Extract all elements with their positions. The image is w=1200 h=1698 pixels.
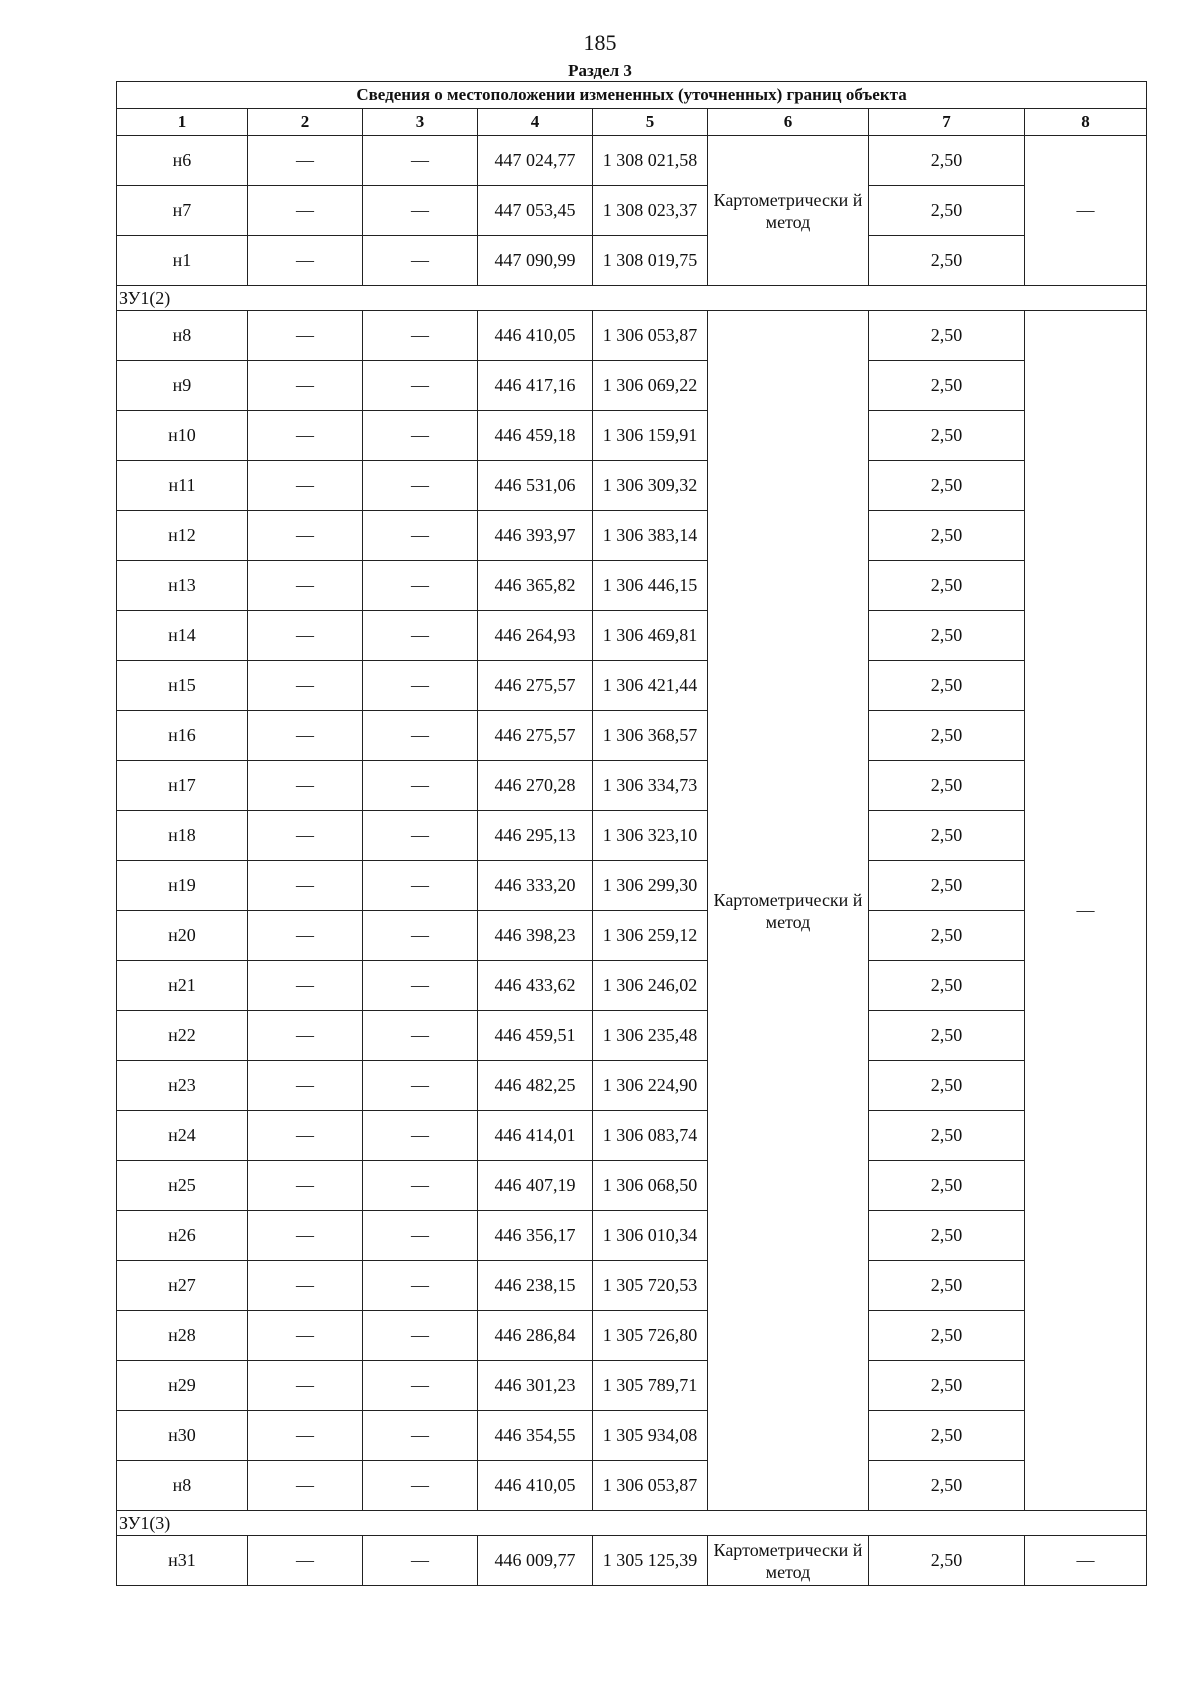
- accuracy-cell: 2,50: [869, 561, 1025, 611]
- x-coordinate-cell: 446 270,28: [478, 761, 593, 811]
- point-name-cell: н1: [117, 236, 248, 286]
- x-coordinate-cell: 446 009,77: [478, 1536, 593, 1586]
- dash-cell: —: [363, 1061, 478, 1111]
- accuracy-cell: 2,50: [869, 811, 1025, 861]
- dash-cell: —: [248, 1311, 363, 1361]
- table-caption-row: [117, 82, 1147, 109]
- x-coordinate-cell: 446 417,16: [478, 361, 593, 411]
- y-coordinate-cell: 1 306 421,44: [593, 661, 708, 711]
- method-cell: Картометрически й метод: [708, 1536, 869, 1586]
- point-name-cell: н15: [117, 661, 248, 711]
- table-row: [117, 911, 1147, 961]
- table-row: [117, 1061, 1147, 1111]
- y-coordinate-cell: 1 306 259,12: [593, 911, 708, 961]
- x-coordinate-cell: 446 398,23: [478, 911, 593, 961]
- accuracy-cell: 2,50: [869, 1011, 1025, 1061]
- dash-cell: —: [363, 611, 478, 661]
- point-name-cell: н11: [117, 461, 248, 511]
- x-coordinate-cell: 446 459,51: [478, 1011, 593, 1061]
- table-row: [117, 311, 1147, 361]
- column-number: 4: [478, 109, 593, 136]
- y-coordinate-cell: 1 306 053,87: [593, 311, 708, 361]
- table-row: [117, 461, 1147, 511]
- group-label: ЗУ1(3): [117, 1511, 1147, 1536]
- point-name-cell: н31: [117, 1536, 248, 1586]
- accuracy-cell: 2,50: [869, 1111, 1025, 1161]
- boundary-coordinates-table: [116, 81, 1147, 1586]
- dash-cell: —: [248, 711, 363, 761]
- accuracy-cell: 2,50: [869, 861, 1025, 911]
- accuracy-cell: 2,50: [869, 1411, 1025, 1461]
- dash-cell: —: [248, 661, 363, 711]
- dash-cell: —: [248, 1361, 363, 1411]
- x-coordinate-cell: 446 482,25: [478, 1061, 593, 1111]
- y-coordinate-cell: 1 308 023,37: [593, 186, 708, 236]
- dash-cell: —: [248, 761, 363, 811]
- table-row: [117, 611, 1147, 661]
- accuracy-cell: 2,50: [869, 361, 1025, 411]
- point-name-cell: н22: [117, 1011, 248, 1061]
- dash-cell: —: [363, 1161, 478, 1211]
- point-name-cell: н7: [117, 186, 248, 236]
- point-name-cell: н29: [117, 1361, 248, 1411]
- y-coordinate-cell: 1 306 069,22: [593, 361, 708, 411]
- y-coordinate-cell: 1 306 334,73: [593, 761, 708, 811]
- group-label: ЗУ1(2): [117, 286, 1147, 311]
- section-title: Раздел 3: [568, 61, 632, 80]
- point-name-cell: н8: [117, 311, 248, 361]
- x-coordinate-cell: 446 407,19: [478, 1161, 593, 1211]
- dash-cell: —: [363, 861, 478, 911]
- point-name-cell: н19: [117, 861, 248, 911]
- dash-cell: —: [363, 711, 478, 761]
- accuracy-cell: 2,50: [869, 1061, 1025, 1111]
- table-row: [117, 1111, 1147, 1161]
- x-coordinate-cell: 446 433,62: [478, 961, 593, 1011]
- dash-cell: —: [363, 1211, 478, 1261]
- method-cell: Картометрически й метод: [708, 311, 869, 1511]
- column-number: 6: [708, 109, 869, 136]
- dash-cell: —: [363, 811, 478, 861]
- point-name-cell: н14: [117, 611, 248, 661]
- dash-cell: —: [248, 611, 363, 661]
- y-coordinate-cell: 1 308 021,58: [593, 136, 708, 186]
- dash-cell: —: [363, 661, 478, 711]
- point-name-cell: н18: [117, 811, 248, 861]
- x-coordinate-cell: 446 393,97: [478, 511, 593, 561]
- table-row: [117, 236, 1147, 286]
- dash-cell: —: [248, 911, 363, 961]
- column-number: 8: [1025, 109, 1147, 136]
- y-coordinate-cell: 1 306 235,48: [593, 1011, 708, 1061]
- point-name-cell: н26: [117, 1211, 248, 1261]
- table-row: [117, 761, 1147, 811]
- y-coordinate-cell: 1 306 309,32: [593, 461, 708, 511]
- dash-cell: —: [248, 1161, 363, 1211]
- y-coordinate-cell: 1 306 383,14: [593, 511, 708, 561]
- table-row: [117, 561, 1147, 611]
- column-number: 3: [363, 109, 478, 136]
- dash-cell: —: [363, 236, 478, 286]
- dash-cell: —: [363, 961, 478, 1011]
- group-row: [117, 1511, 1147, 1536]
- point-name-cell: н16: [117, 711, 248, 761]
- table-row: [117, 1536, 1147, 1586]
- x-coordinate-cell: 447 053,45: [478, 186, 593, 236]
- accuracy-cell: 2,50: [869, 1361, 1025, 1411]
- table-row: [117, 1261, 1147, 1311]
- table-caption: Сведения о местоположении измененных (уточненных) границ объекта: [117, 82, 1147, 109]
- point-name-cell: н6: [117, 136, 248, 186]
- dash-cell: —: [363, 1411, 478, 1461]
- dash-cell: —: [363, 186, 478, 236]
- dash-cell: —: [248, 561, 363, 611]
- dash-cell: —: [363, 461, 478, 511]
- dash-cell: —: [363, 1461, 478, 1511]
- dash-cell: —: [248, 311, 363, 361]
- accuracy-cell: 2,50: [869, 961, 1025, 1011]
- y-coordinate-cell: 1 306 299,30: [593, 861, 708, 911]
- page-number: 185: [583, 30, 617, 55]
- y-coordinate-cell: 1 306 053,87: [593, 1461, 708, 1511]
- accuracy-cell: 2,50: [869, 186, 1025, 236]
- dash-cell: —: [363, 311, 478, 361]
- y-coordinate-cell: 1 306 159,91: [593, 411, 708, 461]
- dash-cell: —: [248, 811, 363, 861]
- x-coordinate-cell: 446 301,23: [478, 1361, 593, 1411]
- group-row: [117, 286, 1147, 311]
- column-number: 7: [869, 109, 1025, 136]
- x-coordinate-cell: 446 286,84: [478, 1311, 593, 1361]
- x-coordinate-cell: 446 238,15: [478, 1261, 593, 1311]
- dash-cell: —: [363, 411, 478, 461]
- point-name-cell: н12: [117, 511, 248, 561]
- dash-cell: —: [1025, 1536, 1147, 1586]
- dash-cell: —: [248, 136, 363, 186]
- dash-cell: —: [248, 511, 363, 561]
- accuracy-cell: 2,50: [869, 1536, 1025, 1586]
- x-coordinate-cell: 447 090,99: [478, 236, 593, 286]
- table-row: [117, 1461, 1147, 1511]
- table-row: [117, 361, 1147, 411]
- y-coordinate-cell: 1 306 224,90: [593, 1061, 708, 1111]
- y-coordinate-cell: 1 306 368,57: [593, 711, 708, 761]
- x-coordinate-cell: 446 264,93: [478, 611, 593, 661]
- table-row: [117, 961, 1147, 1011]
- table-row: [117, 1211, 1147, 1261]
- dash-cell: —: [363, 511, 478, 561]
- x-coordinate-cell: 446 459,18: [478, 411, 593, 461]
- table-row: [117, 1311, 1147, 1361]
- accuracy-cell: 2,50: [869, 1161, 1025, 1211]
- point-name-cell: н27: [117, 1261, 248, 1311]
- dash-cell: —: [363, 761, 478, 811]
- accuracy-cell: 2,50: [869, 711, 1025, 761]
- table-row: [117, 711, 1147, 761]
- x-coordinate-cell: 446 410,05: [478, 1461, 593, 1511]
- table-row: [117, 1411, 1147, 1461]
- dash-cell: —: [363, 1011, 478, 1061]
- point-name-cell: н9: [117, 361, 248, 411]
- accuracy-cell: 2,50: [869, 761, 1025, 811]
- table-row: [117, 136, 1147, 186]
- dash-cell: —: [248, 961, 363, 1011]
- y-coordinate-cell: 1 306 246,02: [593, 961, 708, 1011]
- table-row: [117, 1161, 1147, 1211]
- accuracy-cell: 2,50: [869, 461, 1025, 511]
- dash-cell: —: [363, 136, 478, 186]
- accuracy-cell: 2,50: [869, 911, 1025, 961]
- x-coordinate-cell: 446 410,05: [478, 311, 593, 361]
- table-body: [117, 82, 1147, 1586]
- dash-cell: —: [363, 561, 478, 611]
- x-coordinate-cell: 446 275,57: [478, 661, 593, 711]
- point-name-cell: н25: [117, 1161, 248, 1211]
- accuracy-cell: 2,50: [869, 661, 1025, 711]
- y-coordinate-cell: 1 305 726,80: [593, 1311, 708, 1361]
- dash-cell: —: [248, 1111, 363, 1161]
- column-number: 2: [248, 109, 363, 136]
- dash-cell: —: [363, 1361, 478, 1411]
- point-name-cell: н10: [117, 411, 248, 461]
- column-number: 1: [117, 109, 248, 136]
- y-coordinate-cell: 1 305 934,08: [593, 1411, 708, 1461]
- point-name-cell: н17: [117, 761, 248, 811]
- x-coordinate-cell: 446 365,82: [478, 561, 593, 611]
- dash-cell: —: [363, 1261, 478, 1311]
- point-name-cell: н24: [117, 1111, 248, 1161]
- dash-cell: —: [248, 411, 363, 461]
- dash-cell: —: [363, 1111, 478, 1161]
- method-cell: Картометрически й метод: [708, 136, 869, 286]
- dash-cell: —: [248, 1461, 363, 1511]
- accuracy-cell: 2,50: [869, 311, 1025, 361]
- dash-cell: —: [1025, 311, 1147, 1511]
- table-row: [117, 186, 1147, 236]
- column-number-row: [117, 109, 1147, 136]
- table-row: [117, 661, 1147, 711]
- dash-cell: —: [248, 236, 363, 286]
- dash-cell: —: [248, 1211, 363, 1261]
- x-coordinate-cell: 446 295,13: [478, 811, 593, 861]
- x-coordinate-cell: 447 024,77: [478, 136, 593, 186]
- dash-cell: —: [363, 1311, 478, 1361]
- y-coordinate-cell: 1 305 720,53: [593, 1261, 708, 1311]
- y-coordinate-cell: 1 306 446,15: [593, 561, 708, 611]
- dash-cell: —: [248, 861, 363, 911]
- point-name-cell: н20: [117, 911, 248, 961]
- dash-cell: —: [248, 361, 363, 411]
- dash-cell: —: [248, 461, 363, 511]
- y-coordinate-cell: 1 308 019,75: [593, 236, 708, 286]
- accuracy-cell: 2,50: [869, 1461, 1025, 1511]
- y-coordinate-cell: 1 306 469,81: [593, 611, 708, 661]
- table-row: [117, 861, 1147, 911]
- table-row: [117, 411, 1147, 461]
- accuracy-cell: 2,50: [869, 1261, 1025, 1311]
- accuracy-cell: 2,50: [869, 1311, 1025, 1361]
- y-coordinate-cell: 1 306 083,74: [593, 1111, 708, 1161]
- point-name-cell: н21: [117, 961, 248, 1011]
- dash-cell: —: [248, 1536, 363, 1586]
- accuracy-cell: 2,50: [869, 511, 1025, 561]
- y-coordinate-cell: 1 305 125,39: [593, 1536, 708, 1586]
- column-number: 5: [593, 109, 708, 136]
- point-name-cell: н8: [117, 1461, 248, 1511]
- x-coordinate-cell: 446 354,55: [478, 1411, 593, 1461]
- y-coordinate-cell: 1 306 010,34: [593, 1211, 708, 1261]
- table-row: [117, 1361, 1147, 1411]
- dash-cell: —: [248, 1411, 363, 1461]
- dash-cell: —: [1025, 136, 1147, 286]
- dash-cell: —: [363, 1536, 478, 1586]
- accuracy-cell: 2,50: [869, 236, 1025, 286]
- x-coordinate-cell: 446 333,20: [478, 861, 593, 911]
- x-coordinate-cell: 446 531,06: [478, 461, 593, 511]
- point-name-cell: н30: [117, 1411, 248, 1461]
- point-name-cell: н23: [117, 1061, 248, 1111]
- accuracy-cell: 2,50: [869, 411, 1025, 461]
- x-coordinate-cell: 446 356,17: [478, 1211, 593, 1261]
- table-row: [117, 511, 1147, 561]
- table-row: [117, 1011, 1147, 1061]
- dash-cell: —: [248, 1261, 363, 1311]
- x-coordinate-cell: 446 275,57: [478, 711, 593, 761]
- accuracy-cell: 2,50: [869, 136, 1025, 186]
- table-row: [117, 811, 1147, 861]
- point-name-cell: н28: [117, 1311, 248, 1361]
- dash-cell: —: [248, 186, 363, 236]
- x-coordinate-cell: 446 414,01: [478, 1111, 593, 1161]
- accuracy-cell: 2,50: [869, 1211, 1025, 1261]
- dash-cell: —: [363, 361, 478, 411]
- dash-cell: —: [248, 1011, 363, 1061]
- y-coordinate-cell: 1 305 789,71: [593, 1361, 708, 1411]
- point-name-cell: н13: [117, 561, 248, 611]
- y-coordinate-cell: 1 306 068,50: [593, 1161, 708, 1211]
- dash-cell: —: [363, 911, 478, 961]
- accuracy-cell: 2,50: [869, 611, 1025, 661]
- y-coordinate-cell: 1 306 323,10: [593, 811, 708, 861]
- dash-cell: —: [248, 1061, 363, 1111]
